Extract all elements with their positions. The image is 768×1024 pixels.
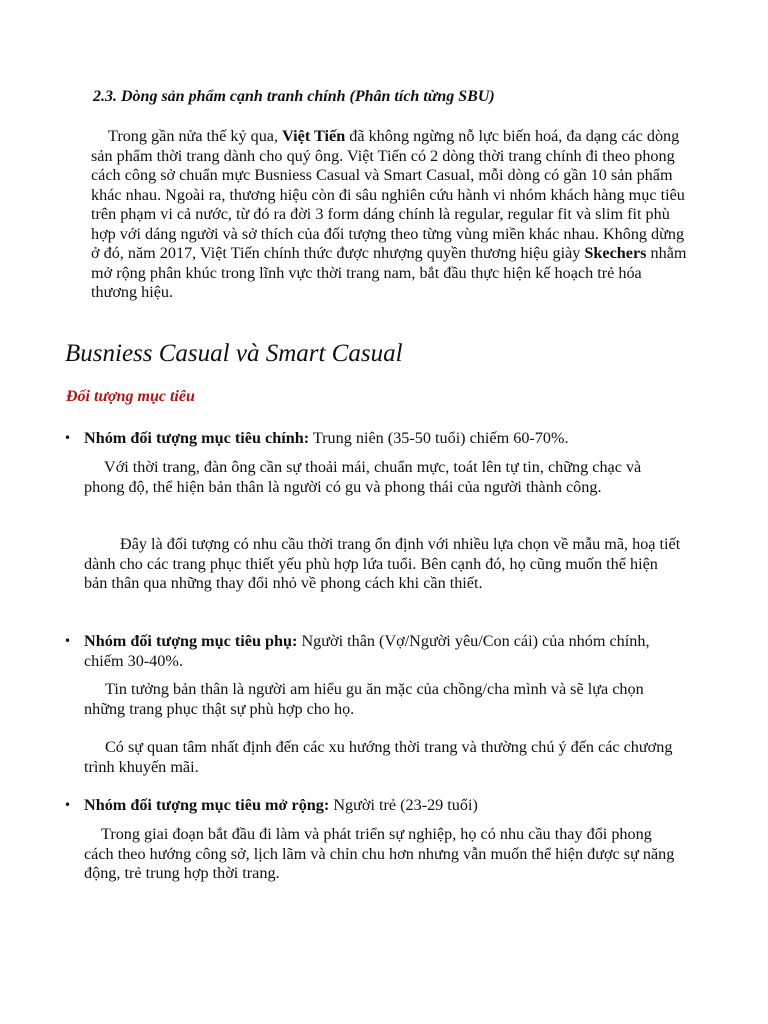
intro-lead: Trong gần nửa thế kỷ qua, [108,127,283,145]
intro-tail: nhằm mở rộng phân khúc trong lĩnh vực thời trang nam, bắt đầu thực hiện kế hoạch trẻ hóa thương hiệu. [91,244,687,301]
main-heading: Busniess Casual và Smart Casual [65,340,403,367]
bullet-text [84,429,684,449]
group-paragraph: Có sự quan tâm nhất định đến các xu hướng thời trang và thường chú ý đến các chương trình khuyến mãi. [84,738,673,776]
target-audience-heading: Đối tượng mục tiêu [66,388,195,405]
bullet-icon: • [64,431,72,445]
group-value: Người thân (Vợ/Người yêu/Con cái) của nhóm chính, chiếm 30-40%. [84,632,650,670]
bullet-icon: • [64,634,72,648]
brand-name: Việt Tiến [282,127,346,145]
group-value: Trung niên (35-50 tuổi) chiếm 60-70%. [309,429,569,447]
bullet-icon: • [64,798,72,812]
group-paragraph: Với thời trang, đàn ông cần sự thoải mái, chuẩn mực, toát lên tự tin, chững chạc và phong độ, thể hiện bản thân là người có gu và phong thái của người thành công. [84,458,642,496]
bullet-text [84,632,684,671]
group-value: Người trẻ (23-29 tuổi) [329,796,478,814]
intro-paragraph [91,127,691,303]
bullet-text [84,796,684,816]
section-title: 2.3. Dòng sản phẩm cạnh tranh chính (Phân tích từng SBU) [93,88,495,105]
intro-middle: đã không ngừng nỗ lực biến hoá, đa dạng các dòng sản phẩm thời trang dành cho quý ông. Việt Tiến có 2 dòng thời trang chính đi theo phong cách công sở chuẩn mực Busniess Casual và Smart Casual, mỗi dòng có gần 10 sản phẩm khác nhau. Ngoài ra, thương hiệu còn đi sâu nghiên cứu hành vi nhóm khách hàng mục tiêu trên phạm vi cả nước, từ đó ra đời 3 form dáng chính là regular, regular fit và slim fit phù hợp với dáng người và sở thích của đối tượng theo từng vùng miền khác nhau. Không dừng ở đó, năm 2017, Việt Tiến chính thức được nhượng quyền thương hiệu giày [91,127,685,262]
group-paragraph: Đây là đối tượng có nhu cầu thời trang ổn định với nhiều lựa chọn về mẫu mã, hoạ tiết dành cho các trang phục thiết yếu phù hợp lứa tuổi. Bên cạnh đó, họ cũng muốn thể hiện bản thân qua những thay đổi nhỏ về phong cách khi cần thiết. [84,535,681,592]
group-label: Nhóm đối tượng mục tiêu chính: [84,429,310,447]
group-label: Nhóm đối tượng mục tiêu mở rộng: [84,796,330,814]
group-label: Nhóm đối tượng mục tiêu phụ: [84,632,298,650]
group-paragraph: Tin tưởng bản thân là người am hiểu gu ăn mặc của chồng/cha mình và sẽ lựa chọn những trang phục thật sự phù hợp cho họ. [84,680,644,718]
partner-name: Skechers [584,244,647,262]
group-paragraph: Trong giai đoạn bắt đầu đi làm và phát triển sự nghiệp, họ có nhu cầu thay đổi phong cách theo hướng công sở, lịch lãm và chỉn chu hơn nhưng vẫn muốn thể hiện được sự năng động, trẻ trung hợp thời trang. [84,825,675,882]
